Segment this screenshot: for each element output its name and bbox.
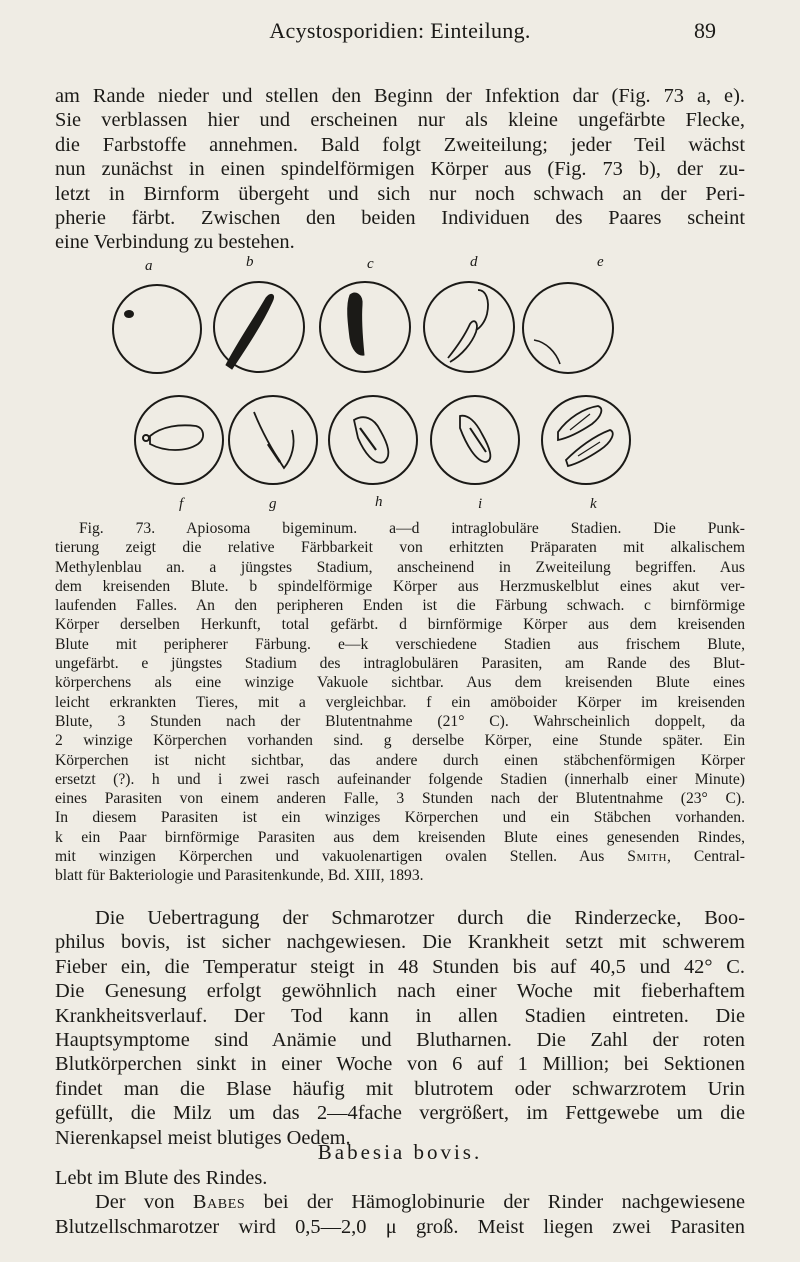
figure-label-a: a bbox=[145, 258, 153, 274]
text-fragment: bei der Hämoglobinurie der Rinder nachgewiesene bbox=[263, 1191, 745, 1214]
caption-line: ungefärbt. e jüngstes Stadium des intraglobulären Parasiten, am Rande des Blut- bbox=[55, 655, 745, 673]
cell-k bbox=[542, 396, 630, 484]
body-paragraph bbox=[55, 906, 745, 1150]
caption-line: tierung zeigt die relative Färbbarkeit von erhitzten Präparaten mit alkalischem bbox=[55, 539, 745, 557]
text-line: Fieber ein, die Temperatur steigt in 48 Stunden bis auf 40,5 und 42° C. bbox=[55, 955, 745, 978]
cell-g bbox=[229, 396, 317, 484]
caption-line-text: , Central- bbox=[667, 848, 745, 866]
caption-line: eines Parasiten von einem anderen Falle, 3 Stunden nach der Blutentnahme (23° C). bbox=[55, 790, 745, 808]
caption-line: laufenden Falles. An den peripheren Enden ist die Färbung schwach. c birnförmige bbox=[55, 597, 745, 615]
text-line: Hauptsymptome sind Anämie und Blutharnen. Die Zahl der roten bbox=[55, 1029, 745, 1052]
text-line: pherie färbt. Zwischen den beiden Individuen des Paares scheint bbox=[55, 207, 745, 230]
figure-label-f: f bbox=[179, 496, 184, 512]
caption-line: Blute, 3 Stunden nach der Blutentnahme (21° C). Wahrscheinlich doppelt, da bbox=[55, 712, 745, 730]
figure-label-i: i bbox=[478, 496, 483, 512]
text-line: Sie verblassen hier und erscheinen nur als kleine ungefärbte Flecke, bbox=[55, 109, 745, 132]
figure-label-d: d bbox=[470, 254, 478, 270]
cell-a bbox=[113, 285, 201, 373]
caption-line: blatt für Bakteriologie und Parasitenkunde, Bd. XIII, 1893. bbox=[55, 867, 424, 885]
caption-line: ersetzt (?). h und i zwei rasch aufeinander folgende Stadien (innerhalb einer Minute) bbox=[55, 770, 745, 788]
caption-line bbox=[55, 847, 745, 866]
cell-h bbox=[329, 396, 417, 484]
caption-line: 2 winzige Körperchen vorhanden sind. g derselbe Körper, eine Stunde später. Ein bbox=[55, 732, 745, 750]
caption-line: körperchens als eine winzige Vakuole sichtbar. Aus dem kreisenden Blute eines bbox=[55, 674, 745, 692]
text-fragment: Der von bbox=[95, 1191, 175, 1214]
section-paragraph bbox=[55, 1166, 745, 1239]
text-line: letzt in Birnform übergeht und sich nur noch schwach an der Peri- bbox=[55, 182, 745, 205]
text-line: Die Genesung erfolgt gewöhnlich nach einer Woche mit fieberhaftem bbox=[55, 980, 745, 1003]
author-babes: Babes bbox=[192, 1191, 246, 1214]
text-line: gefüllt, die Milz um das 2—4fache vergrößert, im Fettgewebe um die bbox=[55, 1102, 745, 1125]
text-line: nun zunächst in einen spindelförmigen Körper aus (Fig. 73 b), der zu- bbox=[55, 158, 745, 181]
figure-label-e: e bbox=[597, 254, 604, 270]
figure-label-c: c bbox=[367, 256, 374, 272]
figure-label-g: g bbox=[269, 496, 277, 512]
figure-label-b: b bbox=[246, 254, 254, 270]
cell-e bbox=[523, 283, 613, 373]
running-title: Acystosporidien: Einteilung. bbox=[269, 18, 531, 43]
text-line: die Farbstoffe annehmen. Bald folgt Zweiteilung; jeder Teil wächst bbox=[55, 133, 745, 156]
caption-line: Methylenblau an. a jüngstes Stadium, anscheinend in Zweiteilung begriffen. Aus bbox=[55, 558, 745, 576]
cell-b bbox=[214, 282, 304, 372]
caption-line: In diesem Parasiten ist ein winziges Körperchen und ein Stäbchen vorhanden. bbox=[55, 809, 745, 827]
text-line: Blutzellschmarotzer wird 0,5—2,0 μ groß. Meist liegen zwei Parasiten bbox=[55, 1215, 745, 1238]
cell-d bbox=[424, 282, 514, 372]
page-number: 89 bbox=[694, 18, 716, 43]
text-line bbox=[55, 1190, 745, 1214]
caption-line: dem kreisenden Blute. b spindelförmige Körper aus Herzmuskelblut eines akut ver- bbox=[55, 577, 745, 595]
text-line: Krankheitsverlauf. Der Tod kann in allen Stadien eintreten. Die bbox=[55, 1004, 745, 1027]
section-title: Babesia bovis. bbox=[317, 1140, 483, 1164]
caption-line: Körper derselben Herkunft, total gefärbt. d birnförmige Körper aus dem kreisenden bbox=[55, 616, 745, 634]
figure-label-k: k bbox=[590, 496, 597, 512]
caption-line: Blute mit peripherer Färbung. e—k verschiedene Stadien aus frischem Blute, bbox=[55, 635, 745, 653]
caption-line: leicht erkrankten Tieres, mit a vergleichbar. f ein amöboider Körper im kreisenden bbox=[55, 693, 745, 711]
figure-caption bbox=[55, 519, 745, 886]
caption-line-text: mit winzigen Körperchen und vakuolenartigen ovalen Stellen. Aus bbox=[55, 848, 605, 866]
text-line: eine Verbindung zu bestehen. bbox=[55, 231, 295, 254]
caption-line: Körperchen ist nicht sichtbar, das andere durch einen stäbchenförmigen Körper bbox=[55, 751, 745, 769]
caption-line: k ein Paar birnförmige Parasiten aus dem kreisenden Blute eines genesenden Rindes, bbox=[55, 828, 745, 846]
text-line: Nierenkapsel meist blutiges Oedem. bbox=[55, 1126, 351, 1149]
text-line: findet man die Blase häufig mit blutrotem oder schwarzrotem Urin bbox=[55, 1077, 745, 1100]
text-line: Die Uebertragung der Schmarotzer durch die Rinderzecke, Boo- bbox=[95, 907, 745, 929]
cell-f bbox=[135, 396, 223, 484]
cell-i bbox=[431, 396, 519, 484]
author-smith: Smith bbox=[627, 848, 668, 866]
text-line: philus bovis, ist sicher nachgewiesen. Die Krankheit setzt mit schwerem bbox=[55, 931, 745, 954]
cell-c bbox=[320, 282, 410, 372]
text-line: Lebt im Blute des Rindes. bbox=[55, 1167, 268, 1189]
text-line: am Rande nieder und stellen den Beginn der Infektion dar (Fig. 73 a, e). bbox=[55, 85, 745, 107]
caption-line: Fig. 73. Apiosoma bigeminum. a—d intraglobuläre Stadien. Die Punk- bbox=[79, 520, 745, 537]
text-line: Blutkörperchen sinkt in einer Woche von 6 auf 1 Million; bei Sektionen bbox=[55, 1053, 745, 1076]
figure-label-h: h bbox=[375, 494, 383, 510]
